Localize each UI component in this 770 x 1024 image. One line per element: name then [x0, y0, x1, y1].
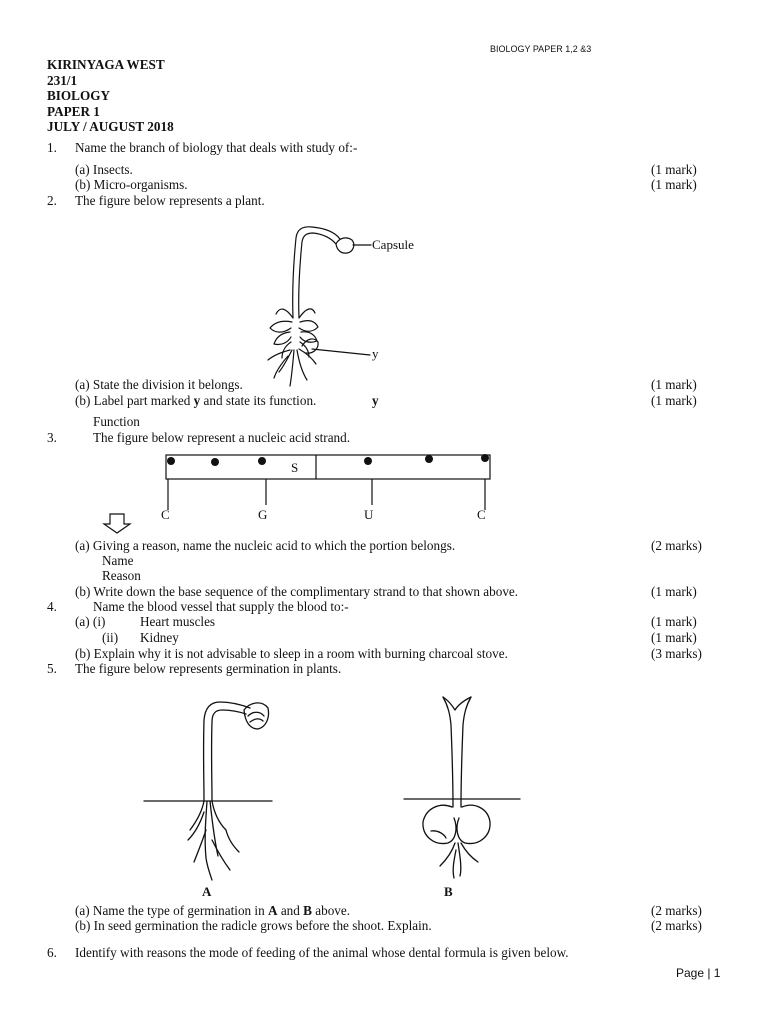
q5-a-post: above.: [311, 903, 351, 918]
q1-a-marks: (1 mark): [651, 162, 697, 177]
q1-part-a: (a) Insects.: [75, 162, 133, 177]
exam-date: JULY / AUGUST 2018: [47, 119, 174, 134]
q1-b-marks: (1 mark): [651, 177, 697, 192]
paper-code: 231/1: [47, 73, 78, 88]
q4-a-i-prefix: (a) (i): [75, 614, 106, 629]
q4-number: 4.: [47, 599, 57, 614]
q4-part-b: (b) Explain why it is not advisable to sleep in a room with burning charcoal stove.: [75, 646, 508, 661]
q2-b-marks: (1 mark): [651, 393, 697, 408]
label-y: y: [372, 346, 379, 361]
label-germination-b: B: [444, 884, 453, 899]
q3-reason-label: Reason: [102, 568, 141, 583]
q2-a-marks: (1 mark): [651, 377, 697, 392]
running-header: BIOLOGY PAPER 1,2 &3: [490, 44, 592, 54]
q4-ii-marks: (1 mark): [651, 630, 697, 645]
q2-text: The figure below represents a plant.: [75, 193, 265, 208]
q4-a-ii-text: Kidney: [140, 630, 179, 645]
q5-part-a: [75, 903, 350, 919]
label-s: S: [291, 460, 299, 475]
base-4: C: [477, 507, 486, 522]
subject-title: BIOLOGY: [47, 88, 111, 103]
q3-text: The figure below represent a nucleic acid strand.: [93, 430, 351, 445]
q5-a-mid: and: [277, 903, 304, 918]
q5-text: The figure below represents germination in plants.: [75, 661, 342, 676]
q6-number: 6.: [47, 945, 57, 960]
q6-text: Identify with reasons the mode of feeding of the animal whose dental formula is given below.: [75, 945, 569, 960]
q2-b-bold: y: [193, 393, 201, 408]
q3-b-marks: (1 mark): [651, 584, 697, 599]
q2-function-label: Function: [93, 414, 140, 429]
q4-i-marks: (1 mark): [651, 614, 697, 629]
q5-part-b: (b) In seed germination the radicle grows before the shoot. Explain.: [75, 918, 432, 933]
q2-b-y: y: [372, 393, 379, 408]
q4-a-i-text: Heart muscles: [140, 614, 216, 629]
label-capsule: Capsule: [372, 237, 414, 252]
base-1: C: [161, 507, 170, 522]
q1-number: 1.: [47, 140, 57, 155]
q4-text: Name the blood vessel that supply the blood to:-: [93, 599, 349, 614]
q1-part-b: (b) Micro-organisms.: [75, 177, 188, 192]
q2-number: 2.: [47, 193, 57, 208]
q4-b-marks: (3 marks): [651, 646, 702, 661]
q5-number: 5.: [47, 661, 57, 676]
q3-a-marks: (2 marks): [651, 538, 702, 553]
q5-a-marks: (2 marks): [651, 903, 702, 918]
q5-a-bold-b: B: [303, 903, 312, 918]
q5-a-pre: (a) Name the type of germination in: [75, 903, 268, 918]
q5-a-bold-a: A: [267, 903, 278, 918]
q4-a-ii-prefix: (ii): [102, 630, 119, 645]
paper-number: PAPER 1: [47, 104, 100, 119]
q3-part-a: (a) Giving a reason, name the nucleic acid to which the portion belongs.: [75, 538, 456, 553]
q3-name-label: Name: [102, 553, 134, 568]
base-3: U: [364, 507, 374, 522]
q1-text: Name the branch of biology that deals with study of:-: [75, 140, 358, 155]
label-germination-a: A: [202, 884, 212, 899]
base-2: G: [258, 507, 268, 522]
q2-part-a: (a) State the division it belongs.: [75, 377, 243, 392]
page-number: Page | 1: [676, 966, 721, 980]
q3-part-b: (b) Write down the base sequence of the complimentary strand to that shown above.: [75, 584, 519, 599]
school-name: KIRINYAGA WEST: [47, 57, 165, 72]
q5-b-marks: (2 marks): [651, 918, 702, 933]
q2-b-pre: (b) Label part marked: [75, 393, 194, 408]
q3-number: 3.: [47, 430, 57, 445]
q2-b-post: and state its function.: [200, 393, 317, 408]
